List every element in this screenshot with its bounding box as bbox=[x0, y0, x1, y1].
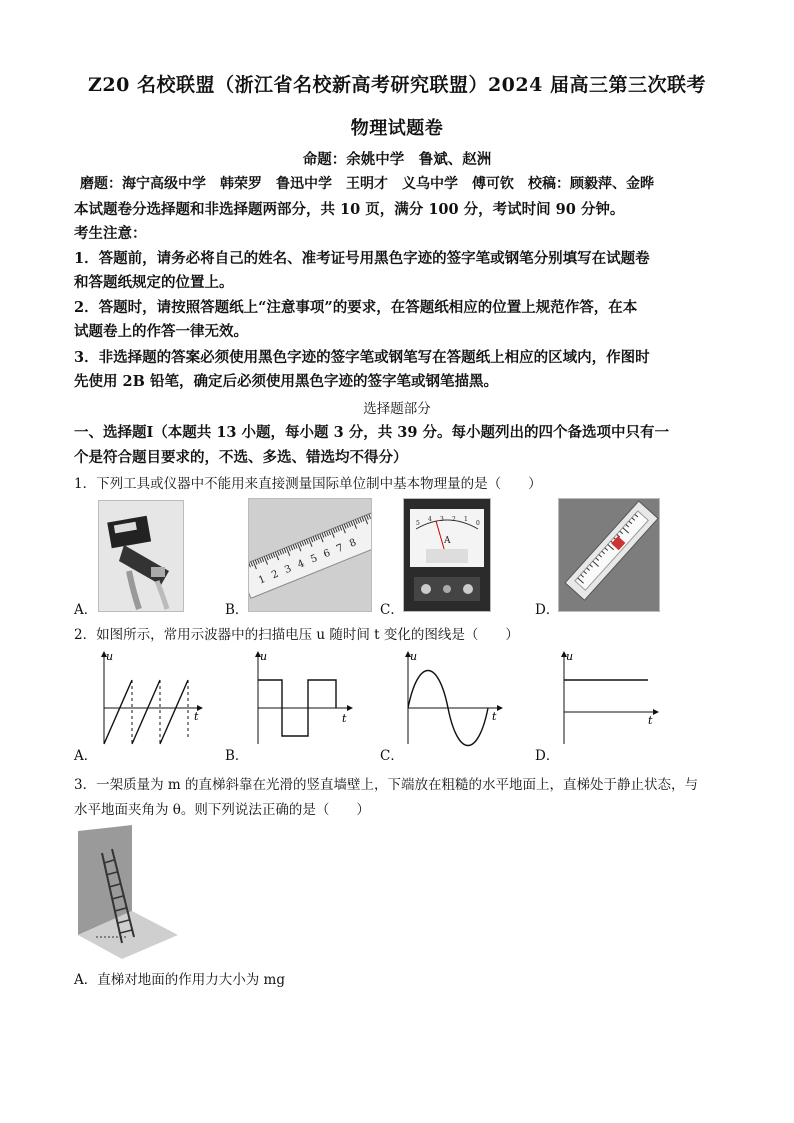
q1-photo-sensor bbox=[98, 500, 184, 612]
q2-option-c: C． bbox=[380, 748, 404, 764]
q1-stem: 1．下列工具或仪器中不能用来直接测量国际单位制中基本物理量的是（ ） bbox=[74, 476, 542, 492]
q1-option-a: A． bbox=[74, 602, 98, 618]
ruler-digit: 7 bbox=[335, 542, 346, 556]
ruler-digit: 8 bbox=[348, 537, 359, 550]
q3-ladder-figure bbox=[72, 825, 182, 960]
q3-option-a: A．直梯对地面的作用力大小为 mg bbox=[74, 972, 285, 988]
q1-photo-ammeter bbox=[403, 498, 491, 612]
q1-option-b: B． bbox=[225, 602, 249, 618]
note-2a: 2．答题时，请按照答题纸上“注意事项”的要求，在答题纸相应的位置上规范作答，在本 bbox=[74, 299, 638, 316]
section-heading-b: 个是符合题目要求的，不选、多选、错选均不得分） bbox=[74, 449, 408, 466]
svg-text:t: t bbox=[648, 714, 653, 727]
q2-graph-square bbox=[250, 648, 360, 748]
part-title: 选择题部分 bbox=[363, 401, 431, 417]
exam-title: Z20 名校联盟（浙江省名校新高考研究联盟）2024 届高三第三次联考 bbox=[88, 74, 706, 96]
ammeter-scale-number: 2 bbox=[452, 516, 456, 523]
svg-text:t: t bbox=[492, 710, 497, 723]
ammeter-scale-number: 3 bbox=[440, 516, 444, 523]
q3-stem-b: 水平地面夹角为 θ。则下列说法正确的是（ ） bbox=[74, 802, 370, 818]
ruler-digit: 2 bbox=[270, 568, 281, 582]
note-3b: 先使用 2B 铅笔，确定后必须使用黑色字迹的签字笔或钢笔描黑。 bbox=[74, 373, 498, 390]
svg-text:u: u bbox=[106, 650, 114, 663]
svg-text:t: t bbox=[194, 710, 199, 723]
ammeter-scale-number: 1 bbox=[464, 516, 468, 523]
reviewers-line: 磨题：海宁高级中学 韩荣罗 鲁迅中学 王明才 义乌中学 傅可钦 校稿：顾毅萍、金晔 bbox=[80, 176, 654, 192]
q1-option-d: D． bbox=[535, 602, 560, 618]
note-3a: 3．非选择题的答案必须使用黑色字迹的签字笔或钢笔写在答题纸上相应的区域内，作图时 bbox=[74, 349, 650, 366]
svg-text:u: u bbox=[260, 650, 268, 663]
ammeter-scale-number: 0 bbox=[476, 520, 480, 527]
ruler-digit: 1 bbox=[257, 573, 268, 587]
q2-option-d: D． bbox=[535, 748, 560, 764]
svg-text:u: u bbox=[410, 650, 418, 663]
q2-option-b: B． bbox=[225, 748, 249, 764]
ruler-digit: 6 bbox=[322, 547, 333, 561]
q1-photo-spring-scale bbox=[558, 498, 660, 612]
notes-heading: 考生注意： bbox=[74, 225, 147, 242]
svg-text:u: u bbox=[566, 650, 574, 663]
note-1b: 和答题纸规定的位置上。 bbox=[74, 274, 234, 291]
q2-graph-sawtooth bbox=[96, 648, 206, 748]
ammeter-letter: A bbox=[444, 536, 451, 546]
ammeter-scale-number: 4 bbox=[428, 516, 432, 523]
q2-graph-constant bbox=[556, 648, 666, 748]
summary-line: 本试题卷分选择题和非选择题两部分，共 10 页，满分 100 分，考试时间 90 分钟。 bbox=[74, 201, 625, 218]
q2-stem: 2．如图所示，常用示波器中的扫描电压 u 随时间 t 变化的图线是（ ） bbox=[74, 627, 519, 643]
q1-photo-ruler bbox=[248, 498, 372, 612]
q3-stem-a: 3．一架质量为 m 的直梯斜靠在光滑的竖直墙壁上，下端放在粗糙的水平地面上，直梯处于静止状态，与 bbox=[74, 777, 698, 793]
ammeter-scale-number: 5 bbox=[416, 520, 420, 527]
note-2b: 试题卷上的作答一律无效。 bbox=[74, 323, 248, 340]
ruler-digit: 3 bbox=[283, 563, 294, 577]
section-heading-a: 一、选择题Ⅰ（本题共 13 小题，每小题 3 分，共 39 分。每小题列出的四个备选项中只有一 bbox=[74, 424, 670, 441]
q1-option-c: C． bbox=[380, 602, 404, 618]
authors-line: 命题：余姚中学 鲁斌、赵洲 bbox=[302, 151, 492, 168]
svg-text:t: t bbox=[342, 712, 347, 725]
q2-graph-sine bbox=[400, 648, 510, 748]
paper-title: 物理试题卷 bbox=[350, 118, 444, 139]
ruler-digit: 4 bbox=[296, 558, 307, 571]
note-1a: 1．答题前，请务必将自己的姓名、准考证号用黑色字迹的签字笔或钢笔分别填写在试题卷 bbox=[74, 250, 650, 267]
q2-option-a: A． bbox=[74, 748, 98, 764]
ruler-digit: 5 bbox=[309, 552, 320, 566]
